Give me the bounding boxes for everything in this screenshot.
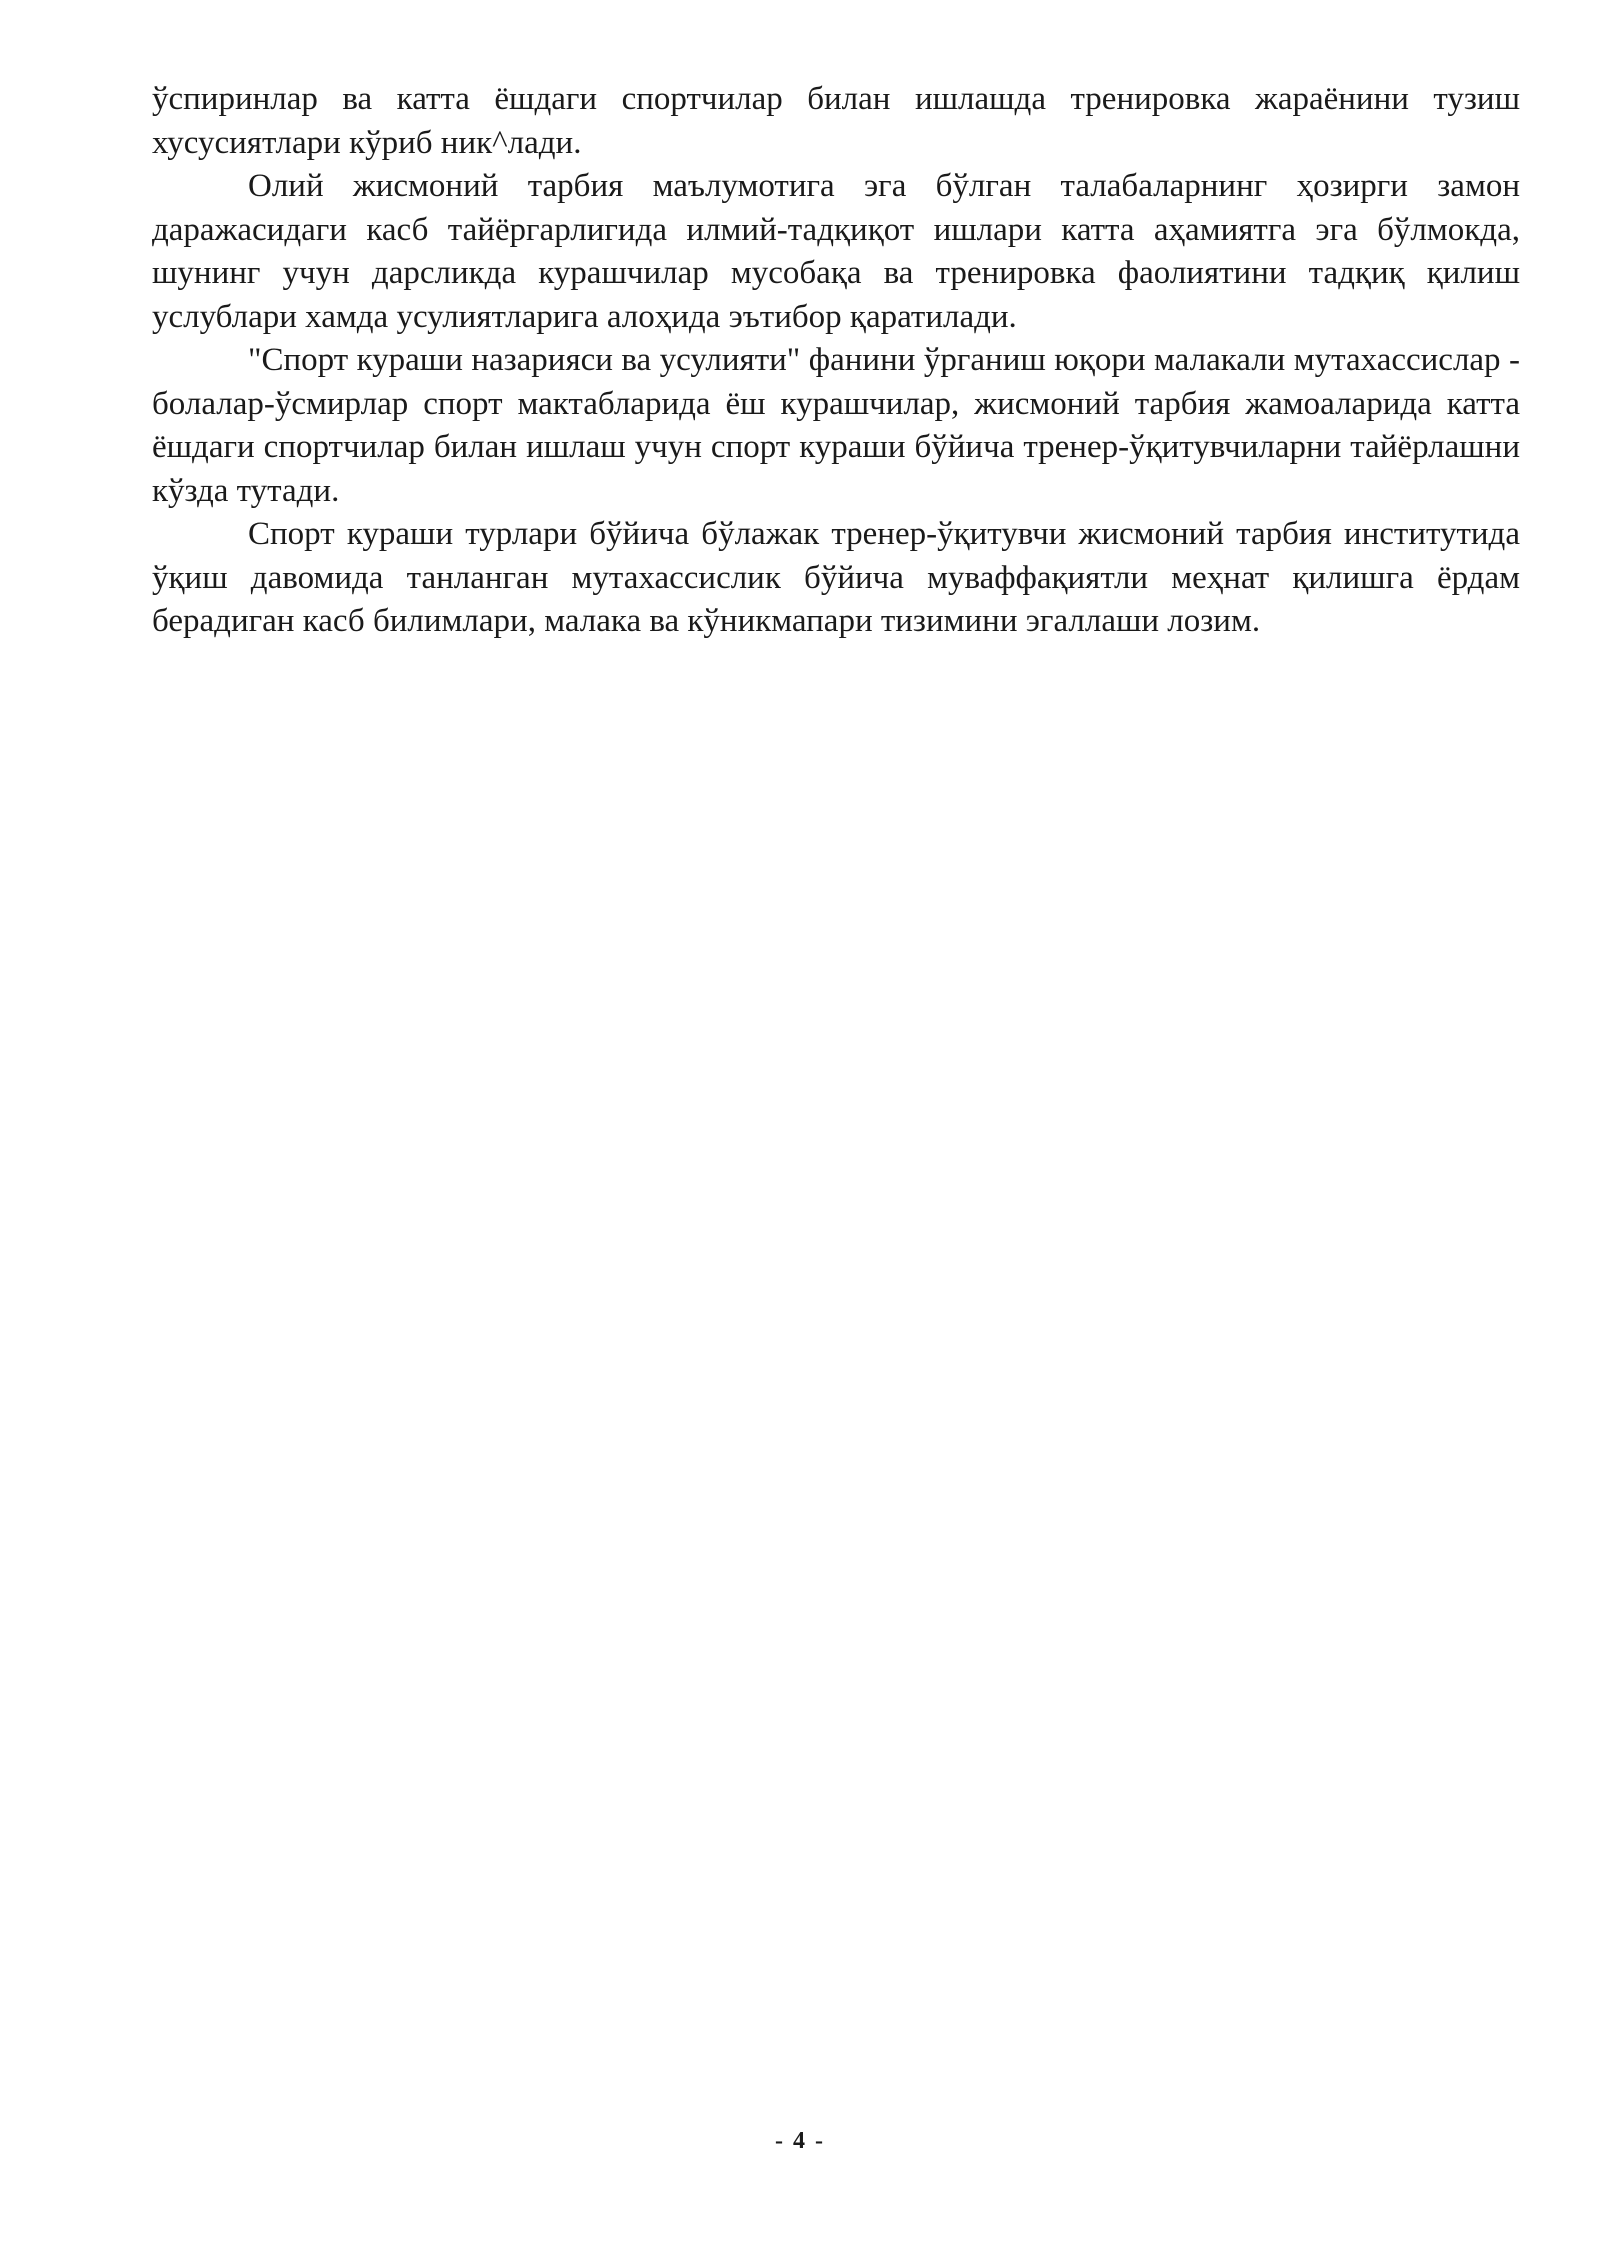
page-number: - 4 -: [775, 2128, 825, 2154]
paragraph-continuation: ўспиринлар ва катта ёшдаги спортчилар билан ишлашда тренировка жараёнини тузиш хусусиятлари кўриб ник^лади.: [152, 81, 1520, 161]
paragraph-trainer-skills: Спорт кураши турлари бўйича бўлажак тренер-ўқитувчи жисмоний тарбия институтида ўқиш давомида танланган мутахассислик бўйича муваффақиятли меҳнат қилишга ёрдам берадиган касб билимлари, малака ва кўникмапари тизимини эгаллаши лозим.: [152, 516, 1520, 639]
body-text: [152, 78, 1520, 644]
paragraph-research: Олий жисмоний тарбия маълумотига эга бўлган талабаларнинг ҳозирги замон даражасидаги касб тайёргарлигида илмий-тадқиқот ишлари катта аҳамиятга эга бўлмокда, шунинг учун дарсликда курашчилар мусобақа ва тренировка фаолиятини тадқиқ қилиш услублари хамда усулиятларига алоҳида эътибор қаратилади.: [152, 168, 1520, 335]
paragraph-course-goal: "Спорт кураши назарияси ва усулияти" фанини ўрганиш юқори малакали мутахассислар - болалар-ўсмирлар спорт мактабларида ёш курашчилар, жисмоний тарбия жамоаларида катта ёшдаги спортчилар билан ишлаш учун спорт кураши бўйича тренер-ўқитувчиларни тайёрлашни кўзда тутади.: [152, 342, 1520, 509]
